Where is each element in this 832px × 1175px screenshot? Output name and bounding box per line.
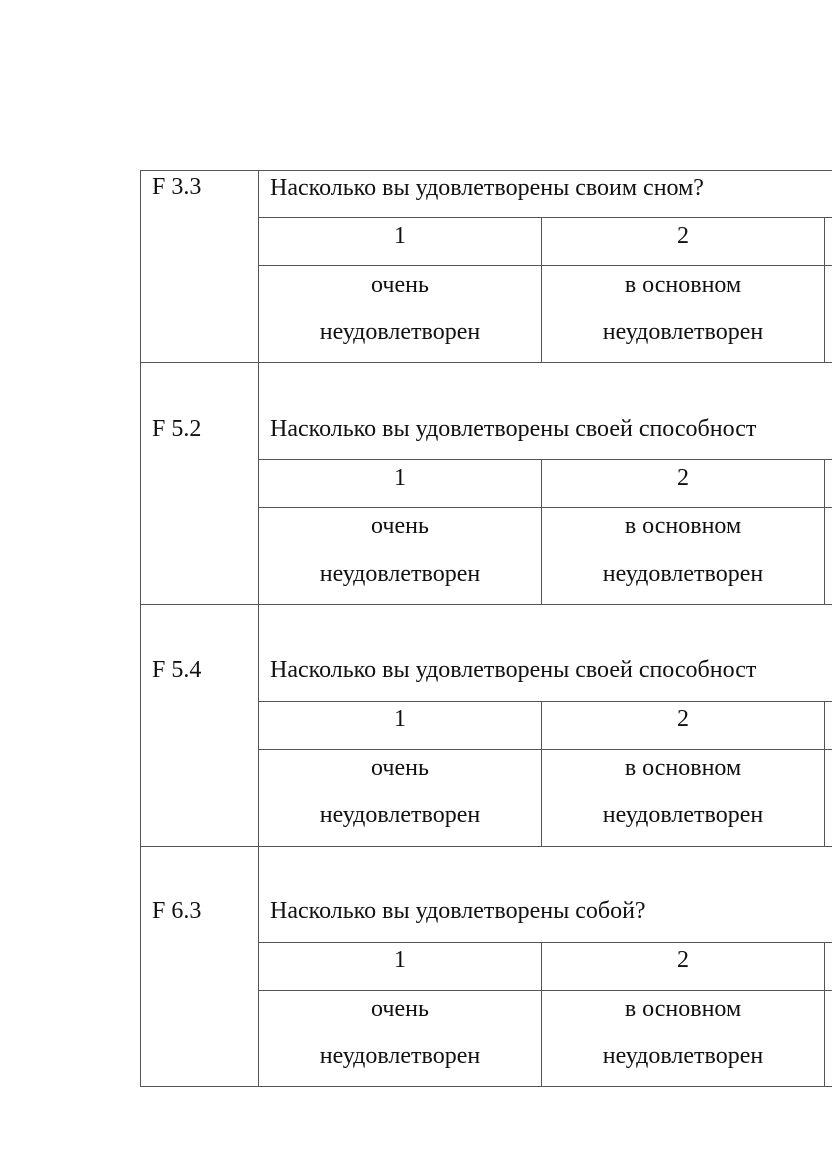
scale-label-line2: неудовлетворен [319,802,481,828]
block-4-col-divider-2 [824,942,825,1087]
scale-label-line1: в основном [624,513,742,539]
scale-label-line1: очень [371,513,429,539]
block-3-number-divider [258,749,832,750]
block-1-col-divider-2 [824,217,825,362]
block-2-number-divider [258,507,832,508]
scale-label-line2: неудовлетворен [602,802,764,828]
scale-label-line1: в основном [624,996,742,1022]
block-1-bottom-border [140,362,832,363]
item-question: Насколько вы удовлетворены собой? [270,898,646,924]
table-border-top [140,170,832,171]
scale-number: 1 [394,465,406,491]
scale-label-line1: очень [371,996,429,1022]
item-code: F 3.3 [152,174,202,200]
scale-number: 2 [677,706,689,732]
block-4-number-divider [258,990,832,991]
scale-label-line1: в основном [624,272,742,298]
scale-number: 1 [394,706,406,732]
scale-number: 1 [394,947,406,973]
block-2-bottom-border [140,604,832,605]
block-3-col-divider-2 [824,701,825,846]
block-4-question-divider [258,942,832,943]
block-2-question-divider [258,459,832,460]
table-border-bottom [140,1086,832,1087]
block-1-question-divider [258,217,832,218]
scale-label-line2: неудовлетворен [602,1043,764,1069]
scale-label-line1: очень [371,755,429,781]
block-3-bottom-border [140,846,832,847]
item-question: Насколько вы удовлетворены своим сном? [270,175,704,201]
block-2-col-divider-2 [824,459,825,604]
scale-label-line2: неудовлетворен [602,319,764,345]
scale-label-line2: неудовлетворен [319,561,481,587]
scale-label-line1: в основном [624,755,742,781]
scale-label-line2: неудовлетворен [602,561,764,587]
item-code: F 5.4 [152,657,202,683]
scale-number: 2 [677,223,689,249]
item-question: Насколько вы удовлетворены своей способност [270,416,757,442]
scale-label-line1: очень [371,272,429,298]
item-code: F 5.2 [152,416,202,442]
scale-number: 1 [394,223,406,249]
item-question: Насколько вы удовлетворены своей способност [270,657,757,683]
scale-label-line2: неудовлетворен [319,1043,481,1069]
table-border-left [140,170,141,1087]
scale-number: 2 [677,947,689,973]
scale-number: 2 [677,465,689,491]
scale-label-line2: неудовлетворен [319,319,481,345]
block-3-question-divider [258,701,832,702]
item-code: F 6.3 [152,898,202,924]
block-1-number-divider [258,265,832,266]
